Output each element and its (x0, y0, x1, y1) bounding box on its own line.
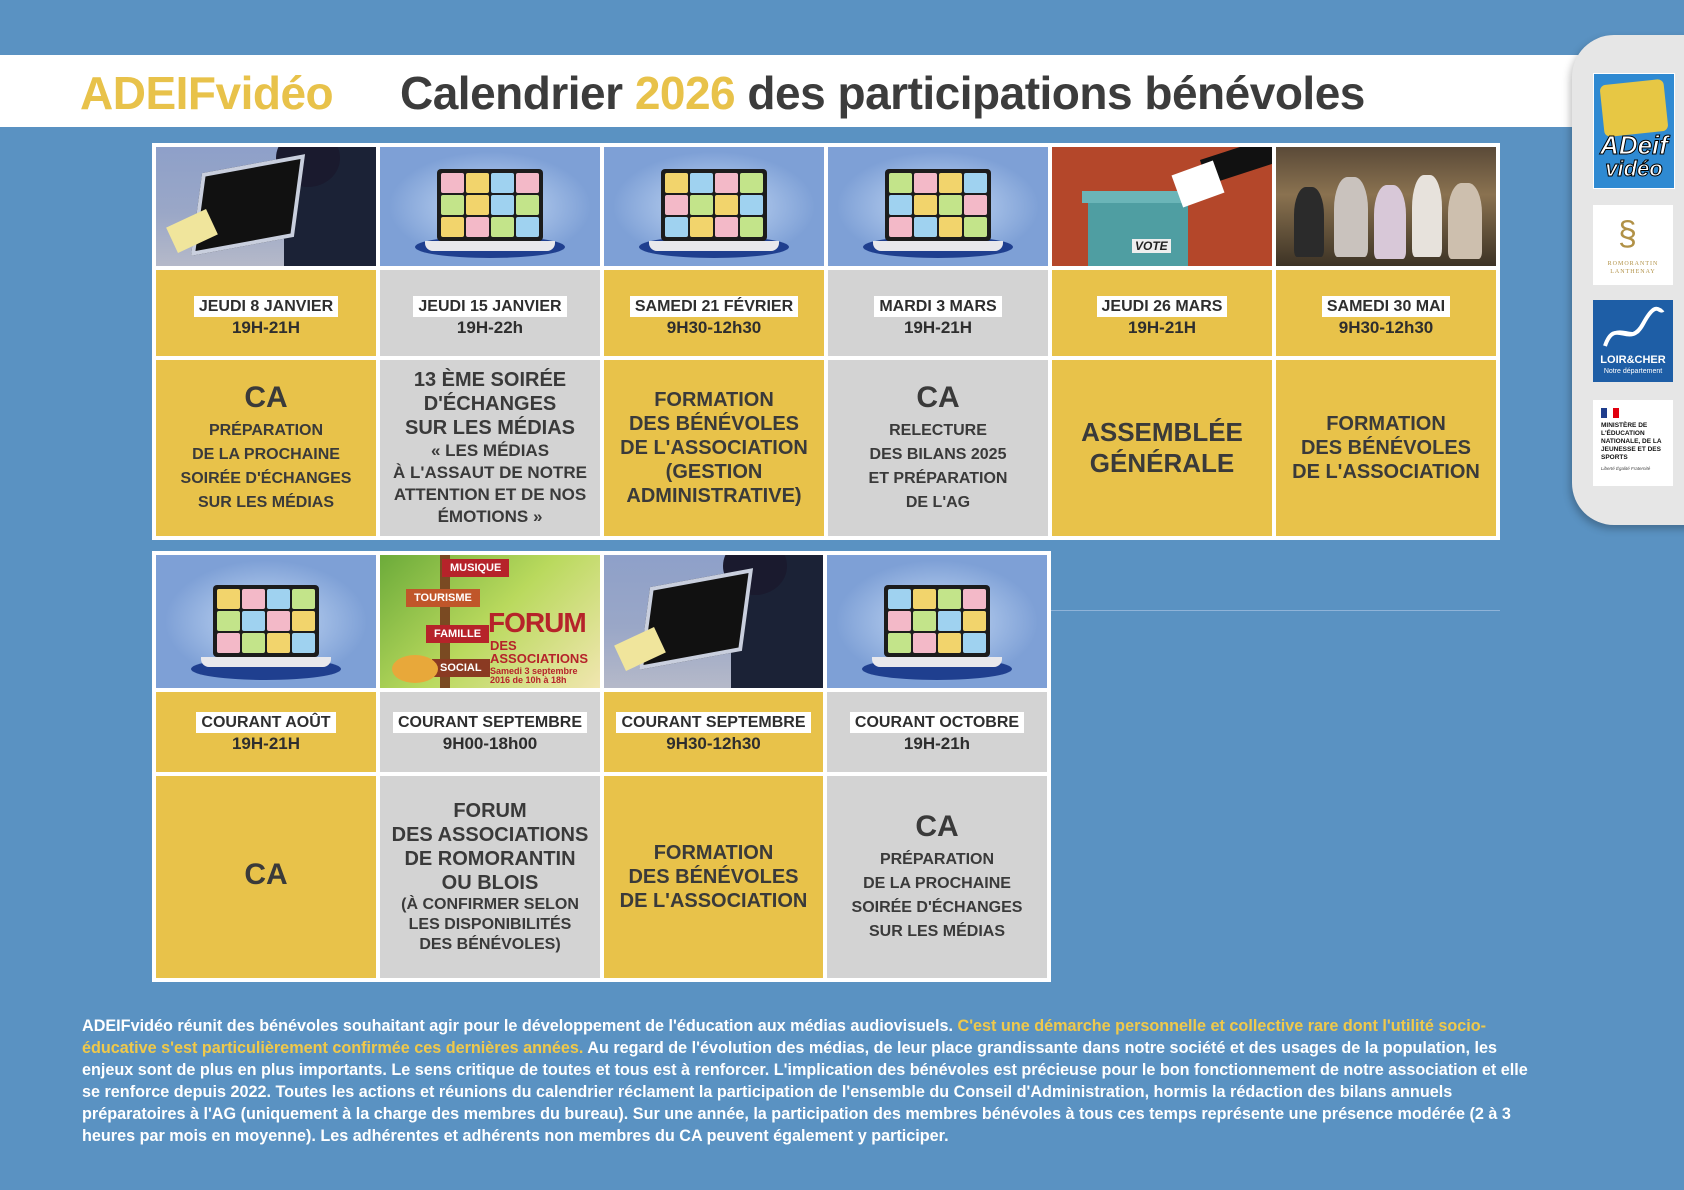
activity-line: DES BILANS 2025 (869, 446, 1007, 463)
poster-date: Samedi 3 septembre 2016 de 10h à 18h (490, 666, 578, 685)
meeting-photo (1276, 147, 1496, 266)
event-date: MARDI 3 MARS (874, 296, 1001, 317)
activity-line: ATTENTION ET DE NOS (393, 485, 587, 504)
event-date: SAMEDI 21 FÉVRIER (630, 296, 798, 317)
activity-line: DE LA PROCHAINE (192, 446, 340, 463)
adeif-logo-line1: ADeif (1600, 130, 1668, 160)
event-activity-cell (1052, 360, 1272, 536)
poster-sign: MUSIQUE (442, 559, 509, 577)
footer-part2: Au regard de l'évolution des médias, de leur place grandissante dans notre société et des usages de la population, les enjeux sont de plus en plus importants. Le sens critique de toutes et tous est à renforcer. L'implication des bénévoles est précieuse pour le bon fonctionnement de notre association et elle se renforce depuis 2022. Toutes les actions et réunions du calendrier réclament la participation de l'ensemble du Conseil d'Administration, hormis la rédaction des bilans annuels préparatoires à l'AG (uniquement à la charge des membres du bureau). Sur une année, la participation des membres bénévoles à tous ces temps représente une présence modérée (2 à 3 heures par mois en moyenne). Les adhérentes et adhérents non membres du CA peuvent également y participer. (82, 1039, 1528, 1145)
activity-line: DE L'AG (905, 494, 971, 511)
activity-line: DE LA PROCHAINE (863, 875, 1011, 892)
event-time: 9H30-12h30 (666, 318, 762, 337)
activity-line: FORMATION (654, 389, 774, 411)
footer-highlight: C'est une démarche personnelle et collective rare dont l'utilité socio-éducative s'est particulièrement confirmée ces dernières années. (82, 1017, 1487, 1057)
video-conference-illustration (828, 147, 1048, 266)
adeif-logo-line2: vidéo (1605, 156, 1663, 181)
event-date-cell (156, 692, 376, 772)
vote-label: VOTE (1132, 239, 1171, 253)
event-time: 19H-21H (231, 734, 301, 753)
event-time: 9H30-12h30 (666, 734, 761, 753)
activity-line: DES BÉNÉVOLES) (419, 936, 561, 953)
event-activity-cell (828, 360, 1048, 536)
activity-title: CA (915, 810, 959, 843)
activity-line: SUR LES MÉDIAS (404, 417, 576, 439)
event-time: 19H-21H (903, 318, 973, 337)
title-after: des participations bénévoles (735, 67, 1365, 119)
video-conference-illustration (827, 555, 1047, 688)
activity-line: OU BLOIS (441, 872, 539, 894)
event-activity-cell (380, 776, 600, 978)
river-icon (1599, 306, 1667, 354)
activity-line: DES ASSOCIATIONS (391, 824, 589, 846)
footer-part1: ADEIFvidéo réunit des bénévoles souhaitant agir pour le développement de l'éducation aux médias audiovisuels. (82, 1017, 958, 1035)
video-conference-illustration (604, 147, 824, 266)
activity-line: FORUM (453, 800, 527, 822)
adeif-mascot-icon (1599, 79, 1668, 137)
title-before: Calendrier (400, 67, 635, 119)
event-date: COURANT OCTOBRE (850, 712, 1024, 733)
ministere-caption: MINISTÈRE DE L'ÉDUCATION NATIONALE, DE LA JEUNESSE ET DES SPORTS (1601, 422, 1662, 461)
poster-sign: TOURISME (406, 589, 480, 607)
video-conference-illustration (380, 147, 600, 266)
event-activity-cell (156, 360, 376, 536)
activity-line: ET PRÉPARATION (868, 470, 1008, 487)
activity-line: SUR LES MÉDIAS (868, 923, 1005, 940)
event-activity-cell (604, 776, 823, 978)
event-time: 9H30-12h30 (1338, 318, 1434, 337)
ballot-box-illustration (1052, 147, 1272, 266)
event-activity-cell (604, 360, 824, 536)
activity-line: DE L'ASSOCIATION (1292, 461, 1480, 483)
poster-sign: FAMILLE (426, 625, 489, 643)
event-date-cell (604, 270, 824, 356)
activity-line: GÉNÉRALE (1089, 448, 1235, 478)
french-flag-icon (1601, 408, 1619, 418)
activity-line: 13 ÈME SOIRÉE (413, 369, 567, 391)
event-date-cell (380, 692, 600, 772)
header-band (0, 55, 1684, 127)
event-activity-cell (380, 360, 600, 536)
event-date: JEUDI 15 JANVIER (413, 296, 566, 317)
event-time: 19H-22h (456, 318, 524, 337)
event-date: COURANT SEPTEMBRE (616, 712, 810, 733)
event-date: COURANT AOÛT (196, 712, 335, 733)
divider-line (1048, 610, 1500, 611)
romorantin-logo (1593, 205, 1673, 285)
loir-cher-subcaption: Notre département (1603, 368, 1663, 375)
event-date-cell (828, 270, 1048, 356)
activity-line: ASSEMBLÉE (1081, 417, 1243, 447)
event-date: SAMEDI 30 MAI (1322, 296, 1450, 317)
video-conference-illustration (156, 555, 376, 688)
event-date-cell (156, 270, 376, 356)
event-date: JEUDI 8 JANVIER (194, 296, 338, 317)
calendar-grid-first-half (152, 143, 1500, 540)
salamander-icon: § (1618, 215, 1637, 253)
event-time: 19H-21H (1127, 318, 1197, 337)
activity-title: CA (244, 858, 288, 891)
activity-line: À L'ASSAUT DE NOTRE (393, 463, 587, 482)
activity-line: ÉMOTIONS » (437, 507, 543, 526)
activity-line: PRÉPARATION (879, 851, 995, 868)
poster-title: FORUM (488, 607, 586, 638)
activity-line: LES DISPONIBILITÉS (408, 916, 572, 933)
ministere-logo (1593, 400, 1673, 486)
activity-line: FORMATION (1326, 413, 1446, 435)
activity-title: CA (244, 381, 288, 414)
romorantin-caption: ROMORANTIN LANTHENAY (1607, 261, 1659, 275)
footer-paragraph (82, 1015, 1532, 1147)
event-date: JEUDI 26 MARS (1097, 296, 1228, 317)
activity-line: DE L'ASSOCIATION (619, 890, 808, 912)
lizard-mascot-icon (392, 655, 438, 683)
adeif-logo (1593, 73, 1675, 189)
event-date-cell (827, 692, 1047, 772)
activity-line: DES BÉNÉVOLES (628, 866, 799, 888)
event-time: 19H-21h (903, 734, 971, 753)
laptop-work-illustration (604, 555, 823, 688)
activity-line: « LES MÉDIAS (430, 441, 550, 460)
activity-line: (GESTION (665, 461, 763, 483)
forum-poster-illustration (380, 555, 600, 688)
activity-line: ADMINISTRATIVE) (626, 485, 802, 507)
activity-line: PRÉPARATION (208, 422, 324, 439)
event-activity-cell (1276, 360, 1496, 536)
activity-line: DES BÉNÉVOLES (1300, 437, 1472, 459)
event-activity-cell (156, 776, 376, 978)
ministere-motto: Liberté Égalité Fraternité (1601, 466, 1651, 471)
activity-line: FORMATION (653, 842, 774, 864)
activity-line: DES BÉNÉVOLES (628, 413, 800, 435)
event-time: 19H-21H (231, 318, 301, 337)
calendar-grid-second-half (152, 551, 1051, 982)
activity-line: SUR LES MÉDIAS (197, 494, 334, 511)
event-activity-cell (827, 776, 1047, 978)
activity-line: (À CONFIRMER SELON (401, 896, 579, 913)
event-date-cell (1052, 270, 1272, 356)
event-date-cell (604, 692, 823, 772)
activity-line: DE ROMORANTIN (404, 848, 576, 870)
event-date-cell (1276, 270, 1496, 356)
loir-cher-caption: LOIR&CHER (1600, 354, 1666, 366)
loir-cher-logo (1593, 300, 1673, 382)
activity-line: RELECTURE (889, 422, 987, 439)
activity-line: SOIRÉE D'ÉCHANGES (851, 899, 1023, 916)
activity-line: SOIRÉE D'ÉCHANGES (180, 470, 352, 487)
page-title (400, 66, 1365, 120)
event-date: COURANT SEPTEMBRE (393, 712, 587, 733)
poster-subtitle: DES ASSOCIATIONS (490, 638, 588, 666)
poster-sign: SOCIAL (432, 659, 490, 677)
event-date-cell (380, 270, 600, 356)
activity-line: D'ÉCHANGES (423, 393, 557, 415)
partner-logos-panel (1572, 35, 1684, 525)
activity-line: DE L'ASSOCIATION (620, 437, 808, 459)
event-time: 9H00-18h00 (442, 734, 538, 753)
activity-title: CA (916, 381, 960, 414)
title-year: 2026 (634, 67, 736, 119)
brand-name: ADEIFvidéo (80, 67, 334, 119)
laptop-work-illustration (156, 147, 376, 266)
